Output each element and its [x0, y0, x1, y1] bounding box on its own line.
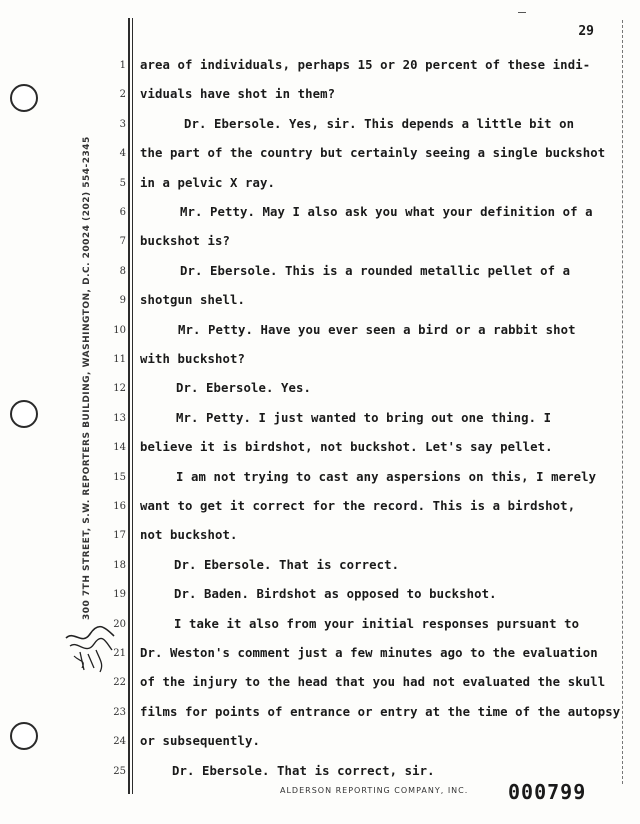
punch-hole: [10, 84, 38, 112]
transcript-line: Dr. Baden. Birdshot as opposed to buckshot.: [174, 587, 497, 602]
side-imprint: 300 7TH STREET, S.W. REPORTERS BUILDING, WASHINGTON, D.C. 20024 (202) 554-2345: [82, 136, 92, 620]
line-number: 4: [119, 148, 126, 160]
line-number: 22: [113, 677, 126, 689]
line-number: 17: [113, 530, 126, 542]
line-number: 25: [113, 765, 126, 777]
line-number: 2: [119, 89, 126, 101]
transcript-line: not buckshot.: [140, 528, 238, 543]
transcript-line: Mr. Petty. Have you ever seen a bird or a rabbit shot: [178, 322, 576, 337]
line-number: 14: [113, 442, 126, 454]
line-number: 15: [113, 471, 126, 483]
line-number: 19: [113, 589, 126, 601]
transcript-line: Dr. Ebersole. That is correct.: [174, 557, 400, 572]
footer-company: ALDERSON REPORTING COMPANY, INC.: [280, 786, 469, 795]
line-number: 5: [119, 177, 126, 189]
line-number: 3: [119, 118, 126, 130]
transcript-line: Mr. Petty. May I also ask you what your definition of a: [180, 205, 593, 219]
transcript-line: Dr. Weston's comment just a few minutes ago to the evaluation: [140, 646, 598, 660]
transcript-line: area of individuals, perhaps 15 or 20 percent of these indi-: [140, 58, 591, 72]
transcript-line: want to get it correct for the record. This is a birdshot,: [140, 499, 576, 513]
transcript-line: Dr. Ebersole. Yes.: [176, 381, 312, 396]
line-number: 13: [113, 412, 126, 424]
transcript-line: buckshot is?: [140, 234, 231, 249]
top-mark: [518, 12, 526, 13]
transcript-line: with buckshot?: [140, 352, 246, 366]
line-number: 16: [113, 501, 126, 512]
line-number: 9: [119, 295, 126, 307]
line-number: 12: [113, 383, 126, 395]
line-number: 6: [119, 207, 126, 218]
line-number: 21: [113, 648, 126, 659]
transcript-line: of the injury to the head that you had not evaluated the skull: [140, 675, 606, 690]
transcript-line: the part of the country but certainly seeing a single buckshot: [140, 146, 606, 161]
page-number: 29: [578, 24, 594, 39]
line-number: 20: [113, 618, 126, 630]
transcript-line: films for points of entrance or entry at the time of the autopsy: [140, 704, 621, 719]
transcript-line: Dr. Ebersole. That is correct, sir.: [172, 763, 435, 778]
line-number: 24: [113, 736, 126, 748]
punch-hole: [10, 722, 38, 750]
transcript-line: believe it is birdshot, not buckshot. Let's say pellet.: [140, 440, 553, 455]
transcript-line: I take it also from your initial responses pursuant to: [174, 616, 580, 631]
line-number: 11: [113, 354, 126, 365]
bates-number: 000799: [508, 780, 587, 804]
transcript-line: I am not trying to cast any aspersions on this, I merely: [176, 469, 597, 484]
transcript-line: Mr. Petty. I just wanted to bring out one thing. I: [176, 410, 552, 425]
transcript-line: Dr. Ebersole. Yes, sir. This depends a little bit on: [184, 116, 575, 131]
transcript-line: in a pelvic X ray.: [140, 175, 276, 190]
left-margin-rule-inner: [132, 18, 133, 794]
line-number: 7: [119, 236, 126, 248]
right-margin-rule: [622, 20, 623, 784]
line-number: 18: [113, 559, 126, 571]
line-number: 8: [119, 265, 126, 277]
line-number: 23: [113, 706, 126, 718]
transcript-line: viduals have shot in them?: [140, 87, 336, 102]
line-number: 10: [113, 324, 126, 336]
transcript-line: shotgun shell.: [140, 293, 246, 308]
left-margin-rule: [128, 18, 130, 794]
transcript-line: Dr. Ebersole. This is a rounded metallic pellet of a: [180, 263, 571, 278]
punch-hole: [10, 400, 38, 428]
line-number: 1: [119, 60, 126, 71]
transcript-line: or subsequently.: [140, 734, 261, 749]
handwritten-signature: [60, 616, 120, 676]
